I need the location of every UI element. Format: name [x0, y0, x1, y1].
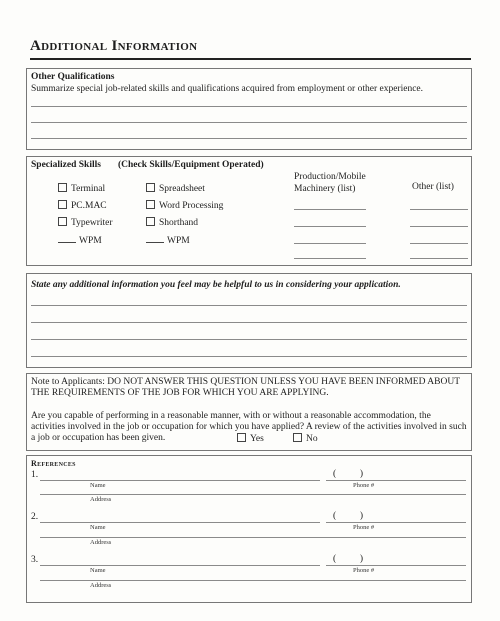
reference-1-name-line[interactable] [40, 480, 320, 481]
reference-2-phone-line[interactable] [326, 522, 466, 523]
other-line-4[interactable] [410, 258, 468, 259]
specialized-skills-section [26, 156, 472, 266]
checkbox-icon [146, 183, 155, 192]
specialized-skills-subheading: (Check Skills/Equipment Operated) [118, 160, 264, 170]
checkbox-icon [293, 433, 302, 442]
name-label: Name [90, 482, 106, 489]
production-line-4[interactable] [294, 258, 366, 259]
skill-label: Spreadsheet [159, 184, 205, 194]
reference-number: 3. [31, 555, 39, 565]
wpm-label: WPM [167, 236, 190, 246]
skill-word-processing-checkbox[interactable] [146, 200, 223, 211]
skill-label: Shorthand [159, 218, 199, 228]
checkbox-icon [237, 433, 246, 442]
skill-label: Typewriter [71, 218, 113, 228]
skill-label: Terminal [71, 184, 106, 194]
additional-line-2[interactable] [31, 322, 467, 323]
additional-line-3[interactable] [31, 339, 467, 340]
phone-label: Phone # [353, 524, 375, 531]
wpm-blank[interactable] [58, 234, 76, 243]
wpm-label: WPM [79, 236, 102, 246]
phone-label: Phone # [353, 567, 375, 574]
phone-label: Phone # [353, 482, 375, 489]
yes-label: Yes [250, 434, 264, 444]
references-heading: References [31, 459, 76, 468]
skill-typewriter-checkbox[interactable] [58, 217, 113, 228]
checkbox-icon [146, 217, 155, 226]
reference-2-name-line[interactable] [40, 522, 320, 523]
reference-3-phone-line[interactable] [326, 565, 466, 566]
page-title: Additional Information [30, 38, 198, 54]
specialized-skills-heading: Specialized Skills [31, 160, 101, 170]
accommodation-question: Are you capable of performing in a reasonable manner, with or without a reasonable accommodation, the activities involved in the job or occupation for which you have applied? A review of the activities involved in such a job or occupation has been given. [31, 411, 467, 443]
other-line-3[interactable] [410, 243, 468, 244]
address-label: Address [90, 496, 112, 503]
title-divider [30, 58, 471, 60]
reference-1-phone-line[interactable] [326, 480, 466, 481]
name-label: Name [90, 567, 106, 574]
skill-shorthand-checkbox[interactable] [146, 217, 198, 228]
skill-spreadsheet-checkbox[interactable] [146, 183, 205, 194]
checkbox-icon [58, 200, 67, 209]
phone-parens: ( ) [333, 469, 364, 479]
reference-1-address-line[interactable] [40, 494, 466, 495]
wpm-field-2[interactable] [146, 234, 190, 246]
production-line-2[interactable] [294, 226, 366, 227]
other-line-1[interactable] [410, 209, 468, 210]
other-qualifications-instruction: Summarize special job-related skills and qualifications acquired from employment or other experience. [31, 84, 424, 94]
additional-line-1[interactable] [31, 305, 467, 306]
no-label: No [306, 434, 318, 444]
yes-checkbox[interactable] [237, 433, 264, 444]
other-line-2[interactable] [410, 226, 468, 227]
address-label: Address [90, 539, 112, 546]
skill-label: Word Processing [159, 201, 224, 211]
checkbox-icon [58, 183, 67, 192]
phone-parens: ( ) [333, 554, 364, 564]
name-label: Name [90, 524, 106, 531]
checkbox-icon [146, 200, 155, 209]
reference-number: 1. [31, 470, 39, 480]
note-text: Note to Applicants: DO NOT ANSWER THIS QUESTION UNLESS YOU HAVE BEEN INFORMED ABOUT THE REQUIREMENTS OF THE JOB FOR WHICH YOU ARE APPLYING. [31, 377, 460, 398]
qualifications-line-1[interactable] [31, 106, 467, 107]
production-line-3[interactable] [294, 243, 366, 244]
additional-info-prompt: State any additional information you feel may be helpful to us in considering your application. [31, 280, 401, 290]
qualifications-line-3[interactable] [31, 138, 467, 139]
checkbox-icon [58, 217, 67, 226]
other-qualifications-heading: Other Qualifications [31, 72, 115, 82]
reference-number: 2. [31, 512, 39, 522]
no-checkbox[interactable] [293, 433, 318, 444]
wpm-field-1[interactable] [58, 234, 102, 246]
address-label: Address [90, 582, 112, 589]
production-line-1[interactable] [294, 209, 366, 210]
reference-3-address-line[interactable] [40, 580, 466, 581]
other-list-header: Other (list) [412, 182, 454, 192]
phone-parens: ( ) [333, 511, 364, 521]
additional-line-4[interactable] [31, 356, 467, 357]
reference-2-address-line[interactable] [40, 537, 466, 538]
production-machinery-header: Production/Mobile Machinery (list) [294, 172, 366, 194]
skill-terminal-checkbox[interactable] [58, 183, 105, 194]
skill-pcmac-checkbox[interactable] [58, 200, 107, 211]
qualifications-line-2[interactable] [31, 122, 467, 123]
wpm-blank[interactable] [146, 234, 164, 243]
reference-3-name-line[interactable] [40, 565, 320, 566]
skill-label: PC.MAC [71, 201, 107, 211]
